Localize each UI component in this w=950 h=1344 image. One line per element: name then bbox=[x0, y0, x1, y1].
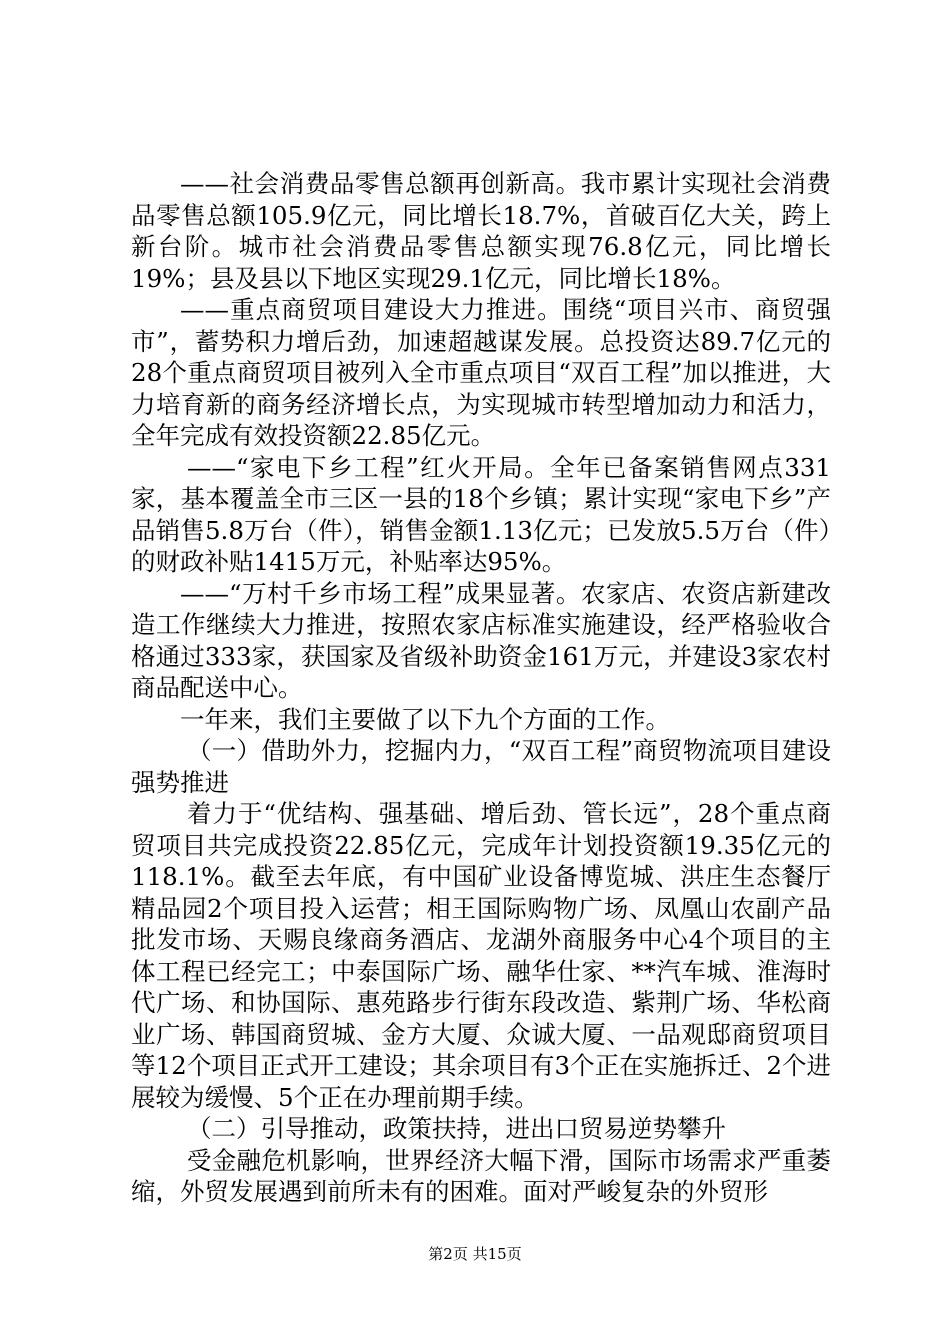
paragraph-village-market-project: ——“万村千乡市场工程”成果显著。农家店、农资店新建改造工作继续大力推进，按照农家店标准实施建设，经严格验收合格通过333家，获国家及省级补助资金161万元，并建设3家农村商品配送中心。 bbox=[131, 578, 831, 702]
paragraph-key-projects: ——重点商贸项目建设大力推进。围绕“项目兴市、商贸强市”，蓄势积力增后劲，加速超越谋发展。总投资达89.7亿元的28个重点商贸项目被列入全市重点项目“双百工程”加以推进，大力培育新的商务经济增长点，为实现城市转型增加动力和活力，全年完成有效投资额22.85亿元。 bbox=[131, 295, 831, 450]
paragraph-foreign-trade: 受金融危机影响，世界经济大幅下滑，国际市场需求严重萎缩，外贸发展遇到前所未有的困难。面对严峻复杂的外贸形 bbox=[131, 1145, 831, 1206]
paragraph-project-investment: 着力于“优结构、强基础、增后劲、管长远”，28个重点商贸项目共完成投资22.85亿元，完成年计划投资额19.35亿元的118.1%。截至去年底，有中国矿业设备博览城、洪庄生态餐厅精品园2个项目投入运营；相王国际购物广场、凤凰山农副产品批发市场、天赐良缘商务酒店、龙湖外商服务中心4个项目的主体工程已经完工；中泰国际广场、融华仕家、**汽车城、淮海时代广场、和协国际、惠苑路步行街东段改造、紫荆广场、华松商业广场、韩国商贸城、金方大厦、众诚大厦、一品观邸商贸项目等12个项目正式开工建设；其余项目有3个正在实施拆迁、2个进展较为缓慢、5个正在办理前期手续。 bbox=[131, 799, 831, 1112]
paragraph-year-summary: 一年来，我们主要做了以下九个方面的工作。 bbox=[180, 704, 670, 734]
section-heading-2: （二）引导推动，政策扶持，进出口贸易逆势攀升 bbox=[187, 1114, 726, 1143]
paragraph-retail-sales: ——社会消费品零售总额再创新高。我市累计实现社会消费品零售总额105.9亿元，同比增长18.7%，首破百亿大关，跨上新台阶。城市社会消费品零售总额实现76.8亿元，同比增长19%；县及县以下地区实现29.1亿元，同比增长18%。 bbox=[131, 169, 831, 293]
paragraph-appliances-to-countryside: ——“家电下乡工程”红火开局。全年已备案销售网点331家，基本覆盖全市三区一县的18个乡镇；累计实现“家电下乡”产品销售5.8万台（件），销售金额1.13亿元；已发放5.5万台（件）的财政补贴1415万元，补贴率达95%。 bbox=[131, 452, 831, 576]
page-number-footer: 第2页 共15页 bbox=[428, 1245, 522, 1263]
document-body bbox=[131, 168, 831, 1208]
section-heading-1: （一）借助外力，挖掘内力，“双百工程”商贸物流项目建设强势推进 bbox=[131, 736, 831, 797]
